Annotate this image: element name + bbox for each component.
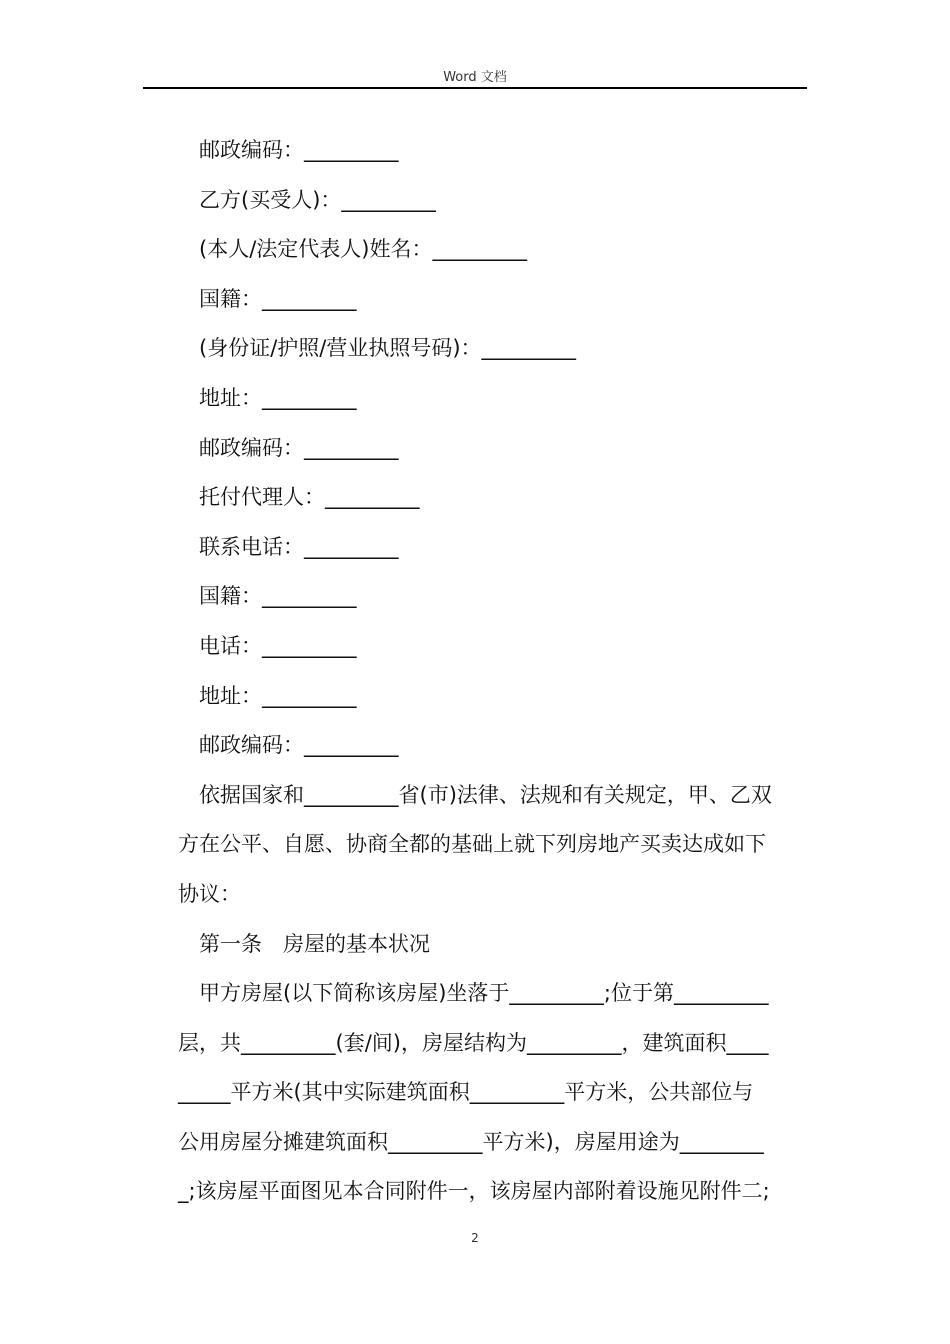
text-line: (身份证/护照/营业执照号码)：_________ bbox=[199, 336, 577, 361]
text-line: 邮政编码：_________ bbox=[199, 435, 399, 460]
text-line: 层，共_________(套/间)，房屋结构为_________，建筑面积____ bbox=[178, 1030, 769, 1055]
text-line: 公用房屋分摊建筑面积_________平方米)，房屋用途为________ bbox=[178, 1129, 764, 1154]
text-line: 电话：_________ bbox=[199, 633, 357, 658]
text-line: 国籍：_________ bbox=[199, 286, 357, 311]
article-heading: 第一条 房屋的基本状况 bbox=[199, 931, 430, 956]
text-line: 邮政编码：_________ bbox=[199, 138, 399, 162]
text-line: 方在公平、自愿、协商全都的基础上就下列房地产买卖达成如下 bbox=[178, 832, 766, 857]
text-line: 联系电话：_________ bbox=[199, 534, 399, 559]
text-line: 邮政编码：_________ bbox=[199, 733, 399, 758]
text-line: _____平方米(其中实际建筑面积_________平方米，公共部位与 bbox=[178, 1080, 754, 1105]
text-line: 协议： bbox=[178, 881, 241, 906]
document-body bbox=[178, 126, 808, 1217]
page-number: 2 bbox=[471, 1231, 479, 1245]
text-line: 地址：_________ bbox=[199, 683, 357, 708]
text-line: 国籍：_________ bbox=[199, 584, 357, 609]
text-line: 地址：_________ bbox=[199, 385, 357, 410]
text-line: _;该房屋平面图见本合同附件一，该房屋内部附着设施见附件二; bbox=[178, 1179, 770, 1204]
text-line: 依据国家和_________省(市)法律、法规和有关规定，甲、乙双 bbox=[199, 782, 772, 807]
text-line: (本人/法定代表人)姓名：_________ bbox=[199, 237, 527, 262]
header-rule bbox=[143, 87, 807, 89]
text-line: 乙方(买受人)：_________ bbox=[199, 187, 436, 212]
text-line: 甲方房屋(以下简称该房屋)坐落于_________;位于第_________ bbox=[199, 981, 769, 1006]
page-header-title: Word 文档 bbox=[443, 70, 507, 85]
text-line: 托付代理人：_________ bbox=[199, 485, 420, 510]
